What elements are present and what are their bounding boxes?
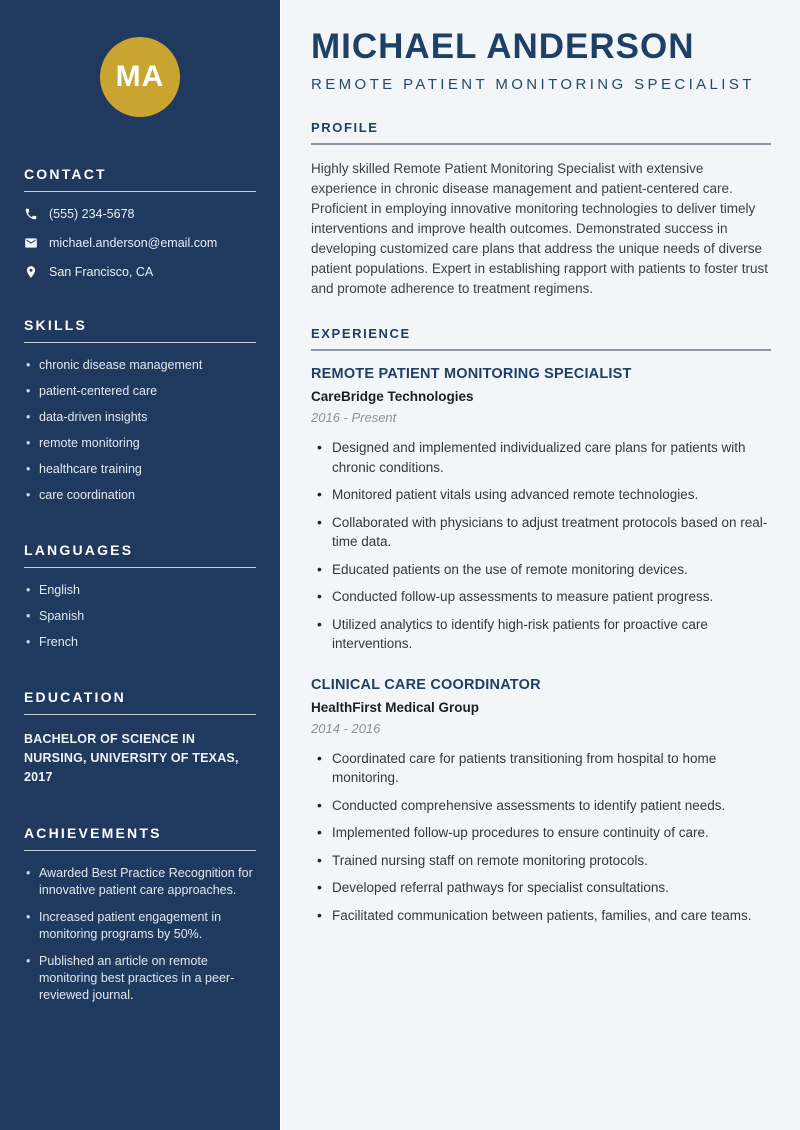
job-company: CareBridge Technologies (311, 389, 474, 405)
education-degree: BACHELOR OF SCIENCE IN NURSING, UNIVERSITY OF TEXAS, 2017 (24, 732, 239, 784)
languages-section (24, 542, 256, 651)
job-bullet: • Educated patients on the use of remote monitoring devices. (311, 560, 771, 580)
skill-item: • data-driven insights (24, 409, 256, 426)
job-dates: 2014 - 2016 (311, 720, 381, 736)
language-item: • Spanish (24, 608, 256, 625)
main-column (281, 0, 800, 1130)
language-item: • English (24, 582, 256, 599)
contact-heading: CONTACT (24, 166, 256, 192)
achievements-list (24, 865, 256, 1004)
languages-list (24, 582, 256, 651)
education-section (24, 689, 256, 787)
job-bullets (311, 749, 771, 926)
skill-item: • patient-centered care (24, 383, 256, 400)
job-entry (311, 366, 771, 654)
avatar-initials: MA (115, 60, 165, 93)
language-item: • French (24, 634, 256, 651)
experience-section (311, 326, 771, 925)
email-value: michael.anderson@email.com (49, 236, 218, 250)
email-icon (24, 236, 38, 250)
job-company: HealthFirst Medical Group (311, 699, 480, 715)
skills-heading: SKILLS (24, 317, 256, 343)
skill-item: • remote monitoring (24, 435, 256, 452)
skill-item: • chronic disease management (24, 357, 256, 374)
skill-item: • healthcare training (24, 461, 256, 478)
location-value: San Francisco, CA (49, 265, 154, 279)
achievements-section (24, 825, 256, 1004)
job-bullet: • Utilized analytics to identify high-risk patients for proactive care interventions. (311, 615, 771, 654)
job-bullet: • Designed and implemented individualized care plans for patients with chronic conditions. (311, 438, 771, 477)
job-title: REMOTE PATIENT MONITORING SPECIALIST (311, 366, 632, 383)
job-bullet: • Conducted follow-up assessments to measure patient progress. (311, 587, 771, 607)
location-icon (24, 265, 38, 279)
job-bullet: • Collaborated with physicians to adjust treatment protocols based on real-time data. (311, 513, 771, 552)
job-bullet: • Trained nursing staff on remote monitoring protocols. (311, 851, 771, 871)
languages-heading: LANGUAGES (24, 542, 256, 568)
profile-section (311, 120, 771, 299)
skills-section (24, 317, 256, 504)
achievement-item: • Published an article on remote monitoring best practices in a peer-reviewed journal. (24, 953, 256, 1004)
contact-location-row (24, 265, 256, 279)
job-bullets (311, 438, 771, 654)
skills-list (24, 357, 256, 504)
profile-text: Highly skilled Remote Patient Monitoring Specialist with extensive experience in chronic disease management and patient-centered care. Proficient in employing innovative monitoring technologies to deliver timely interventions and improve health outcomes. Demonstrated success in developing customized care plans that address the unique needs of diverse patient populations. Expert in establishing rapport with patients to foster trust and promote adherence to treatment regimens. (311, 161, 769, 297)
experience-heading: EXPERIENCE (311, 326, 771, 351)
sidebar (0, 0, 281, 1130)
job-bullet: • Conducted comprehensive assessments to identify patient needs. (311, 796, 771, 816)
job-bullet: • Monitored patient vitals using advanced remote technologies. (311, 485, 771, 505)
contact-phone-row (24, 207, 256, 221)
job-bullet: • Coordinated care for patients transitioning from hospital to home monitoring. (311, 749, 771, 788)
achievements-heading: ACHIEVEMENTS (24, 825, 256, 851)
education-heading: EDUCATION (24, 689, 256, 715)
avatar (100, 37, 180, 117)
job-entry (311, 677, 771, 926)
achievement-item: • Increased patient engagement in monitoring programs by 50%. (24, 909, 256, 943)
job-title: CLINICAL CARE COORDINATOR (311, 676, 541, 693)
phone-value: (555) 234-5678 (49, 207, 135, 221)
skill-item: • care coordination (24, 487, 256, 504)
contact-email-row (24, 236, 256, 250)
person-name: MICHAEL ANDERSON (311, 27, 695, 66)
achievement-item: • Awarded Best Practice Recognition for innovative patient care approaches. (24, 865, 256, 899)
job-bullet: • Developed referral pathways for specialist consultations. (311, 878, 771, 898)
job-bullet: • Facilitated communication between patients, families, and care teams. (311, 906, 771, 926)
contact-section (24, 166, 256, 279)
profile-heading: PROFILE (311, 120, 771, 145)
job-dates: 2016 - Present (311, 410, 397, 426)
person-title: REMOTE PATIENT MONITORING SPECIALIST (311, 76, 755, 94)
phone-icon (24, 207, 38, 221)
job-bullet: • Implemented follow-up procedures to ensure continuity of care. (311, 823, 771, 843)
